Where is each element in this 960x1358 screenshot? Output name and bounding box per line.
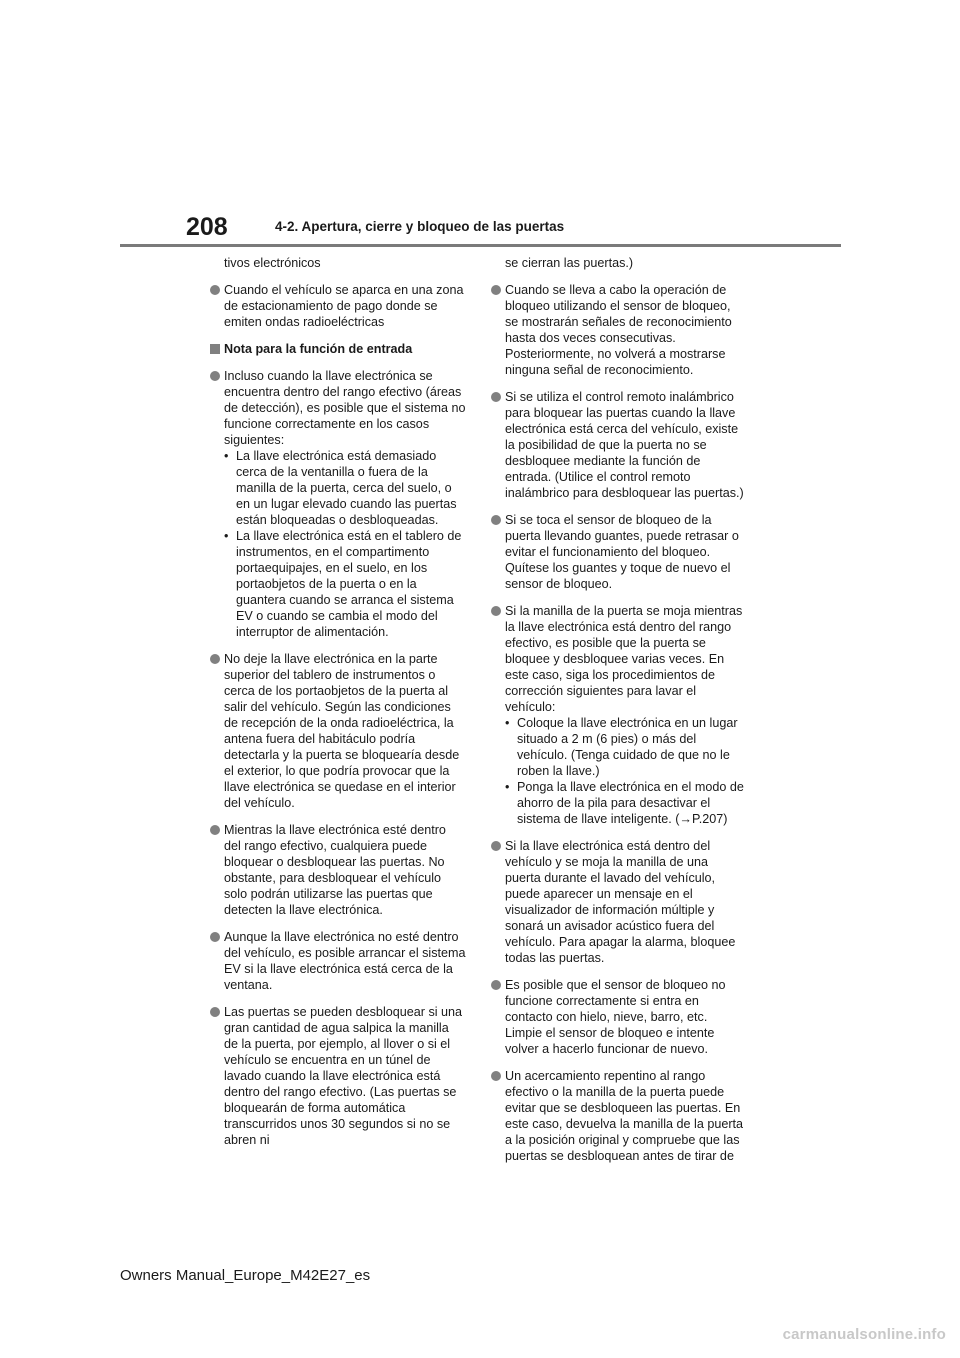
bullet-circle-icon xyxy=(491,285,501,295)
bullet-item: Si se toca el sensor de bloqueo de la puerta llevando guantes, puede retrasar o evitar el funcionamiento del bloqueo. Quítese los guantes y toque de nuevo el sensor de bloqueo. xyxy=(491,512,747,592)
section-title: 4-2. Apertura, cierre y bloqueo de las puertas xyxy=(275,219,565,234)
sub-item: • La llave electrónica está demasiado cerca de la ventanilla o fuera de la manilla de la puerta, cerca del suelo, o en un lugar elevado cuando las puertas están bloqueadas o desbloqueadas. xyxy=(224,449,457,527)
watermark: carmanualsonline.info xyxy=(782,1326,946,1343)
bullet-circle-icon xyxy=(491,841,501,851)
sub-item xyxy=(505,779,747,827)
bullet-item: Incluso cuando la llave electrónica se encuentra dentro del rango efectivo (áreas de detección), es posible que el sistema no funcione correctamente en los casos siguientes: • La llave electrónica está demasiado cerca de la ventanilla o fuera de la manilla de la puerta, cerca del suelo, o en un lugar elevado cuando las puertas están bloqueadas o desbloqueadas. • La llave electrónica está en el tablero de instrumentos, en el compartimento portaequipajes, en el suelo, en los portaobjetos de la puerta o en la guantera cuando se arranca el sistema EV o cuando se cambia el modo del interruptor de alimentación. xyxy=(210,368,466,640)
sub-item: • La llave electrónica está en el tablero de instrumentos, en el compartimento portaequipajes, en el suelo, en los portaobjetos de la puerta o en la guantera cuando se arranca el sistema EV o cuando se cambia el modo del interruptor de alimentación. xyxy=(224,529,462,639)
header-divider xyxy=(120,244,841,247)
bullet-item: Las puertas se pueden desbloquear si una gran cantidad de agua salpica la manilla de la puerta, por ejemplo, al llover o si el vehículo se encuentra en un túnel de lavado cuando la llave electrónica está dentro del rango efectivo. (Las puertas se bloquearán de forma automática transcurridos unos 30 segundos si no se abren ni xyxy=(210,1004,466,1148)
bullet-circle-icon xyxy=(491,1071,501,1081)
bullet-circle-icon xyxy=(210,1007,220,1017)
page-header xyxy=(0,0,960,250)
bullet-circle-icon xyxy=(210,932,220,942)
bullet-item: Si la llave electrónica está dentro del vehículo y se moja la manilla de una puerta durante el lavado del vehículo, puede aparecer un mensaje en el visualizador de información múltiple y sonará un avisador acústico fuera del vehículo. Para apagar la alarma, bloquee todas las puertas. xyxy=(491,838,747,966)
page-reference: Ponga la llave electrónica en el modo de ahorro de la pila para desactivar el sistema de llave inteligente. (→P.207) xyxy=(517,780,744,826)
bullet-circle-icon xyxy=(491,515,501,525)
right-column xyxy=(491,255,747,1175)
bullet-circle-icon xyxy=(210,825,220,835)
bullet-item: Cuando se lleva a cabo la operación de bloqueo utilizando el sensor de bloqueo, se mostrarán señales de reconocimiento hasta dos veces consecutivas. Posteriormente, no volverá a mostrarse ninguna señal de reconocimiento. xyxy=(491,282,747,378)
bullet-item: No deje la llave electrónica en la parte superior del tablero de instrumentos o cerca de los portaobjetos de la puerta al salir del vehículo. Según las condiciones de recepción de la onda radioeléctrica, la antena fuera del habitáculo podría detectarla y la puerta se bloquearía desde el exterior, lo que podría provocar que la llave electrónica se quedase en el interior del vehículo. xyxy=(210,651,466,811)
bullet-item: Un acercamiento repentino al rango efectivo o la manilla de la puerta puede evitar que se desbloqueen las puertas. En este caso, devuelva la manilla de la puerta a la posición original y compruebe que las puertas se desbloquean antes de tirar de xyxy=(491,1068,747,1164)
page-number: 208 xyxy=(186,213,228,241)
subsection-heading: Nota para la función de entrada xyxy=(210,341,466,357)
bullet-item: Si se utiliza el control remoto inalámbrico para bloquear las puertas cuando la llave electrónica está cerca del vehículo, existe la posibilidad de que la puerta no se desbloquee mediante la función de entrada. (Utilice el control remoto inalámbrico para desbloquear las puertas.) xyxy=(491,389,747,501)
sub-bullet-marker: • xyxy=(224,529,229,543)
continued-text: tivos electrónicos xyxy=(224,256,321,270)
bullet-item: Aunque la llave electrónica no esté dentro del vehículo, es posible arrancar el sistema EV si la llave electrónica está cerca de la ventana. xyxy=(210,929,466,993)
bullet-circle-icon xyxy=(210,654,220,664)
bullet-item: Mientras la llave electrónica esté dentro del rango efectivo, cualquiera puede bloquear o desbloquear las puertas. No obstante, para desbloquear el vehículo solo podrán utilizarse las puertas que detecten la llave electrónica. xyxy=(210,822,466,918)
bullet-circle-icon xyxy=(210,285,220,295)
sub-bullet-marker: • xyxy=(505,780,510,794)
bullet-circle-icon xyxy=(210,371,220,381)
sub-bullet-marker: • xyxy=(224,449,229,463)
bullet-item: Si la manilla de la puerta se moja mientras la llave electrónica está dentro del rango efectivo, es posible que la puerta se bloquee y desbloquee varias veces. En este caso, siga los procedimientos de corrección siguientes para lavar el vehículo: • Coloque la llave electrónica en un lugar situado a 2 m (6 pies) o más del vehículo. (Tenga cuidado de que no le roben la llave.) • Ponga la llave electrónica en el modo de ahorro de la pila para desactivar el sistema de llave inteligente. (→P.207) xyxy=(491,603,747,827)
left-column xyxy=(210,255,466,1159)
bullet-circle-icon xyxy=(491,392,501,402)
bullet-circle-icon xyxy=(491,606,501,616)
manual-name: Owners Manual_Europe_M42E27_es xyxy=(120,1267,371,1284)
bullet-item: Cuando el vehículo se aparca en una zona de estacionamiento de pago donde se emiten ondas radioeléctricas xyxy=(210,282,466,330)
heading-square-icon xyxy=(210,344,220,354)
continued-text: se cierran las puertas.) xyxy=(505,256,634,270)
sub-item: • Coloque la llave electrónica en un lugar situado a 2 m (6 pies) o más del vehículo. (Tenga cuidado de que no le roben la llave.) xyxy=(505,716,738,778)
bullet-circle-icon xyxy=(491,980,501,990)
sub-bullet-marker: • xyxy=(505,716,510,730)
bullet-item: Es posible que el sensor de bloqueo no funcione correctamente si entra en contacto con hielo, nieve, barro, etc. Limpie el sensor de bloqueo e intente volver a hacerlo funcionar de nuevo. xyxy=(491,977,747,1057)
